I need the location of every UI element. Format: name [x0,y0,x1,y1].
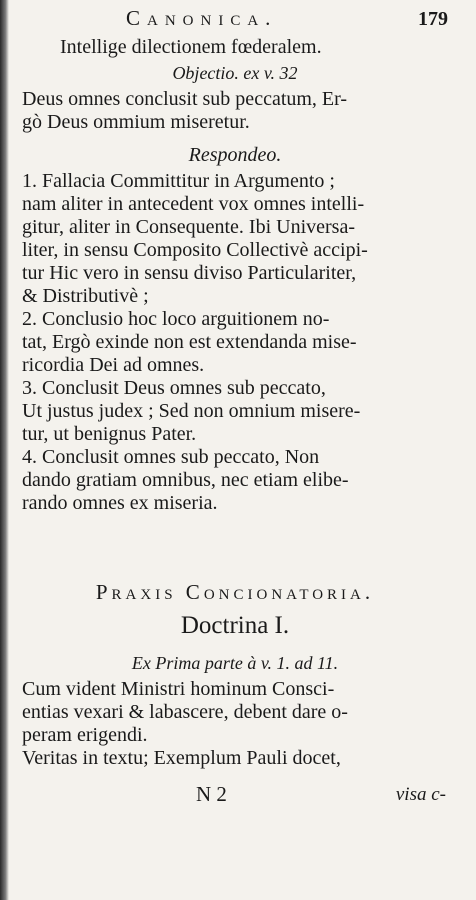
response-heading-block [22,144,448,167]
page-number: 179 [418,8,448,30]
text-line: ricordia Dei ad omnes. [22,354,205,376]
text-line: gò Deus ommium miseretur. [22,111,250,133]
text-line: Ut justus judex ; Sed non omnium misere- [22,400,361,422]
text-line: Veritas in textu; Exemplum Pauli docet, [22,747,341,769]
praxis-title: Praxis Concionatoria. [95,580,375,604]
response-text [22,170,448,515]
page-gutter-shadow [0,0,9,900]
text-line: nam aliter in antecedent vox omnes intelli- [22,193,365,215]
page-footer [22,782,448,812]
text-line: peram erigendi. [22,724,148,746]
praxis-subheading: Ex Prima parte à v. 1. ad 11. [131,653,339,673]
text-line: dando gratiam omnibus, nec etiam elibe- [22,469,349,491]
text-line: rando omnes ex miseria. [22,492,218,514]
doctrina-heading: Doctrina I. [180,612,290,639]
praxis-title-block [22,580,448,605]
text-line: Deus omnes conclusit sub peccatum, Er- [22,88,348,110]
text-line: tur Hic vero in sensu diviso Particulariter, [22,262,357,284]
text-line: 1. Fallacia Committitur in Argumento ; [22,170,335,192]
objection-text [22,88,448,134]
praxis-text [22,678,448,770]
text-line: entias vexari & labascere, debent dare o- [22,701,348,723]
response-heading: Respondeo. [188,144,282,166]
doctrina-block [22,612,448,640]
text-line: tur, ut benignus Pater. [22,423,197,445]
text-line: gitur, aliter in Consequente. Ibi Universa- [22,216,355,238]
text-line: tat, Ergò exinde non est extendanda mise- [22,331,357,353]
running-head: Canonica. [126,6,278,30]
text-line: 3. Conclusit Deus omnes sub peccato, [22,377,326,399]
intro-line: Intellige dilectionem fœderalem. [60,36,322,58]
objection-heading: Objectio. ex v. 32 [172,63,298,83]
text-line: liter, in sensu Composito Collectivè accipi- [22,239,368,261]
text-line: 4. Conclusit omnes sub peccato, Non [22,446,320,468]
catchword: visa c- [395,784,446,805]
text-line: Cum vident Ministri hominum Consci- [22,678,335,700]
intro-line-block [60,36,450,59]
text-line: 2. Conclusio hoc loco arguitionem no- [22,308,330,330]
page-header [40,6,448,36]
objection-heading-block [22,62,448,84]
praxis-subheading-block [22,652,448,674]
signature-mark: N 2 [196,782,227,806]
text-line: & Distributivè ; [22,285,149,307]
